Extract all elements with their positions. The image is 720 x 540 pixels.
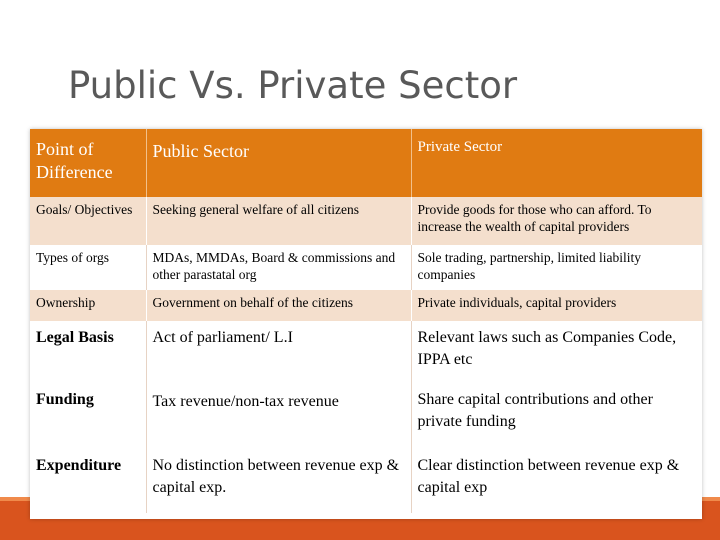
table-header-row <box>30 129 702 197</box>
slide-title: Public Vs. Private Sector <box>68 64 518 107</box>
header-private-sector: Private Sector <box>411 129 702 197</box>
public-cell: No distinction between revenue exp & capital exp. <box>146 451 411 513</box>
public-cell: Act of parliament/ L.I <box>146 321 411 385</box>
table-row-types-of-orgs <box>30 245 702 290</box>
table-row-ownership <box>30 290 702 321</box>
table-row-legal-basis <box>30 321 702 385</box>
header-point-of-difference: Point of Difference <box>30 129 146 197</box>
table-row-expenditure <box>30 451 702 513</box>
private-cell: Private individuals, capital providers <box>411 290 702 321</box>
row-label: Types of orgs <box>30 245 146 290</box>
private-cell: Relevant laws such as Companies Code, IPPA etc <box>411 321 702 385</box>
private-cell: Share capital contributions and other private funding <box>411 385 702 451</box>
private-cell: Sole trading, partnership, limited liability companies <box>411 245 702 290</box>
row-label: Ownership <box>30 290 146 321</box>
row-label: Funding <box>30 385 146 451</box>
header-public-sector: Public Sector <box>146 129 411 197</box>
row-label: Goals/ Objectives <box>30 197 146 245</box>
table-row-funding <box>30 385 702 451</box>
public-cell: Seeking general welfare of all citizens <box>146 197 411 245</box>
comparison-table-container <box>30 129 702 519</box>
public-cell: MDAs, MMDAs, Board & commissions and other parastatal org <box>146 245 411 290</box>
public-cell: Tax revenue/non-tax revenue <box>146 385 411 451</box>
comparison-table <box>30 129 702 513</box>
private-cell: Clear distinction between revenue exp & capital exp <box>411 451 702 513</box>
table-row-goals <box>30 197 702 245</box>
row-label: Legal Basis <box>30 321 146 385</box>
row-label: Expenditure <box>30 451 146 513</box>
public-cell: Government on behalf of the citizens <box>146 290 411 321</box>
private-cell: Provide goods for those who can afford. To increase the wealth of capital providers <box>411 197 702 245</box>
